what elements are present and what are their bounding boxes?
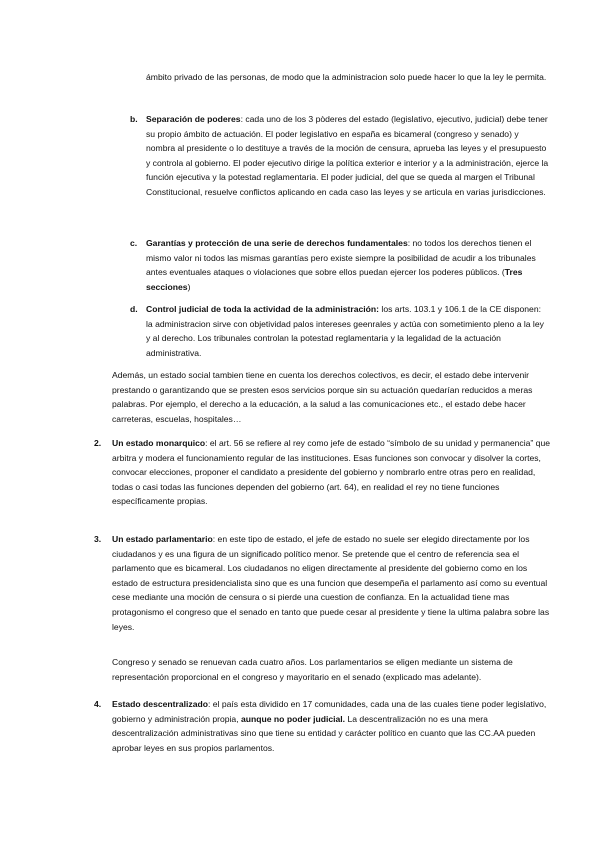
- item-3-heading: Un estado parlamentario: [112, 534, 213, 544]
- item-2-text: : el art. 56 se refiere al rey como jefe de estado “símbolo de su unidad y permanencia” que arbitra y modera el funcionamiento regular de las instituciones. Esas funciones son convocar y disolver la cortes, convocar elecciones, proponer el candidato a presidente del gobierno y nombrarlo entre otras pero en realidad, todas o casi todas las funciones dependen del gobierno (art. 64), en realidad el rey no tiene funciones específicamente propias.: [112, 438, 551, 507]
- item-b-marker: b.: [130, 114, 138, 124]
- item-b-paragraph: [146, 112, 550, 200]
- item-b-heading: Separación de poderes: [146, 114, 241, 124]
- item-3-paragraph: [112, 532, 552, 634]
- item-d-heading: Control judicial de toda la actividad de la administración:: [146, 304, 380, 314]
- item-c-paragraph: [146, 236, 550, 294]
- item-c-tail: ): [187, 281, 191, 292]
- item-d-paragraph: [146, 302, 550, 360]
- item-2-marker: 2.: [94, 438, 102, 448]
- item-d-text: los arts. 103.1 y 106.1 de la CE disponen: la administracion sirve con objetividad palos intereses geenrales y actúa con sometimiento pleno a la ley y al derecho. Los tribunales controlan la potestad reglamentaria y la legalidad de la actuación administrativa.: [146, 304, 544, 358]
- social-state-text: Además, un estado social tambien tiene en cuenta los derechos colectivos, es decir, el estado debe intervenir prestando o garantizando que se presten esos servicios porque sin su actuación quedarían reducidos a meras palabras. Por ejemplo, el derecho a la educación, a la salud a las comunicaciones etc., el estado debe hacer carreteras, escuelas, hospitales…: [112, 370, 533, 424]
- item-4-paragraph: [112, 697, 552, 755]
- social-state-paragraph: [112, 368, 552, 426]
- item-3-marker: 3.: [94, 534, 102, 544]
- item-d-marker: d.: [130, 304, 138, 314]
- item-4-heading: Estado descentralizado: [112, 699, 208, 709]
- item-4-mid-bold: aunque no poder judicial.: [240, 713, 346, 724]
- item-c-tail-bold: Tres secciones: [146, 267, 523, 292]
- item-c-heading: Garantías y protección de una serie de derechos fundamentales: [146, 238, 408, 248]
- item-b-text: : cada uno de los 3 pòderes del estado (legislativo, ejecutivo, judicial) debe tener su propio ámbito de actuación. El poder legislativo en españa es bicameral (congreso y senado) y nombra al presidente o lo destituye a través de la moción de censura, aprueba las leyes y el presupuesto y controla al gobierno. El poder ejecutivo dirige la política exterior e interior y a la administración, ejerce la función ejecutiva y la potestad reglamentaria. El poder judicial, del que se queda al margen el Tribunal Constitucional, resuelve conflictos aplicando en cada caso las leyes y se articula en varias jurisdicciones.: [146, 114, 549, 197]
- item-c-marker: c.: [130, 238, 138, 248]
- congreso-paragraph: [112, 655, 552, 684]
- congreso-text: Congreso y senado se renuevan cada cuatro años. Los parlamentarios se eligen mediante un sistema de representación proporcional en el congreso y mayoritario en el senado (explicado mas adelante).: [112, 657, 513, 682]
- item-2-heading: Un estado monarquico: [112, 438, 206, 448]
- intro-text: ámbito privado de las personas, de modo que la administracion solo puede hacer lo que la ley le permita.: [146, 72, 547, 82]
- item-4-text: : el país esta dividido en 17 comunidades, cada una de las cuales tiene poder legislativo, gobierno y administración propia,: [112, 699, 547, 724]
- item-4-marker: 4.: [94, 699, 102, 709]
- item-2-paragraph: [112, 436, 552, 509]
- item-c-text: : no todos los derechos tienen el mismo valor ni todos las mismas garantías pero existe siempre la posibilidad de acudir a los tribunales antes eventuales ataques o violaciones que sobre ellos puedan ejercer los poderes públicos. (: [146, 238, 536, 278]
- intro-paragraph: [146, 70, 550, 85]
- item-3-text: : en este tipo de estado, el jefe de estado no suele ser elegido directamente por los ciudadanos y es una figura de un significado político menor. Se pretende que el centro de referencia sea el parlamento que es bicameral. Los ciudadanos no eligen directamente al presidente del gobierno como en los estado de estructura presidencialista sino que es una funcion que desempeña el parlamento así como su eventual cese mediante una moción de censura o si pierde una cuestion de confianza. En la actualidad tiene mas protagonismo el congreso que el senado en tanto que puede cesar al presidente y tiene la ultima palabra sobre las leyes.: [112, 534, 550, 632]
- item-4-tail: La descentralización no es una mera descentralización administrativas sino que tiene su entidad y carácter político en cuanto que las CC.AA pueden aprobar leyes en sus propios parlamentos.: [112, 713, 536, 753]
